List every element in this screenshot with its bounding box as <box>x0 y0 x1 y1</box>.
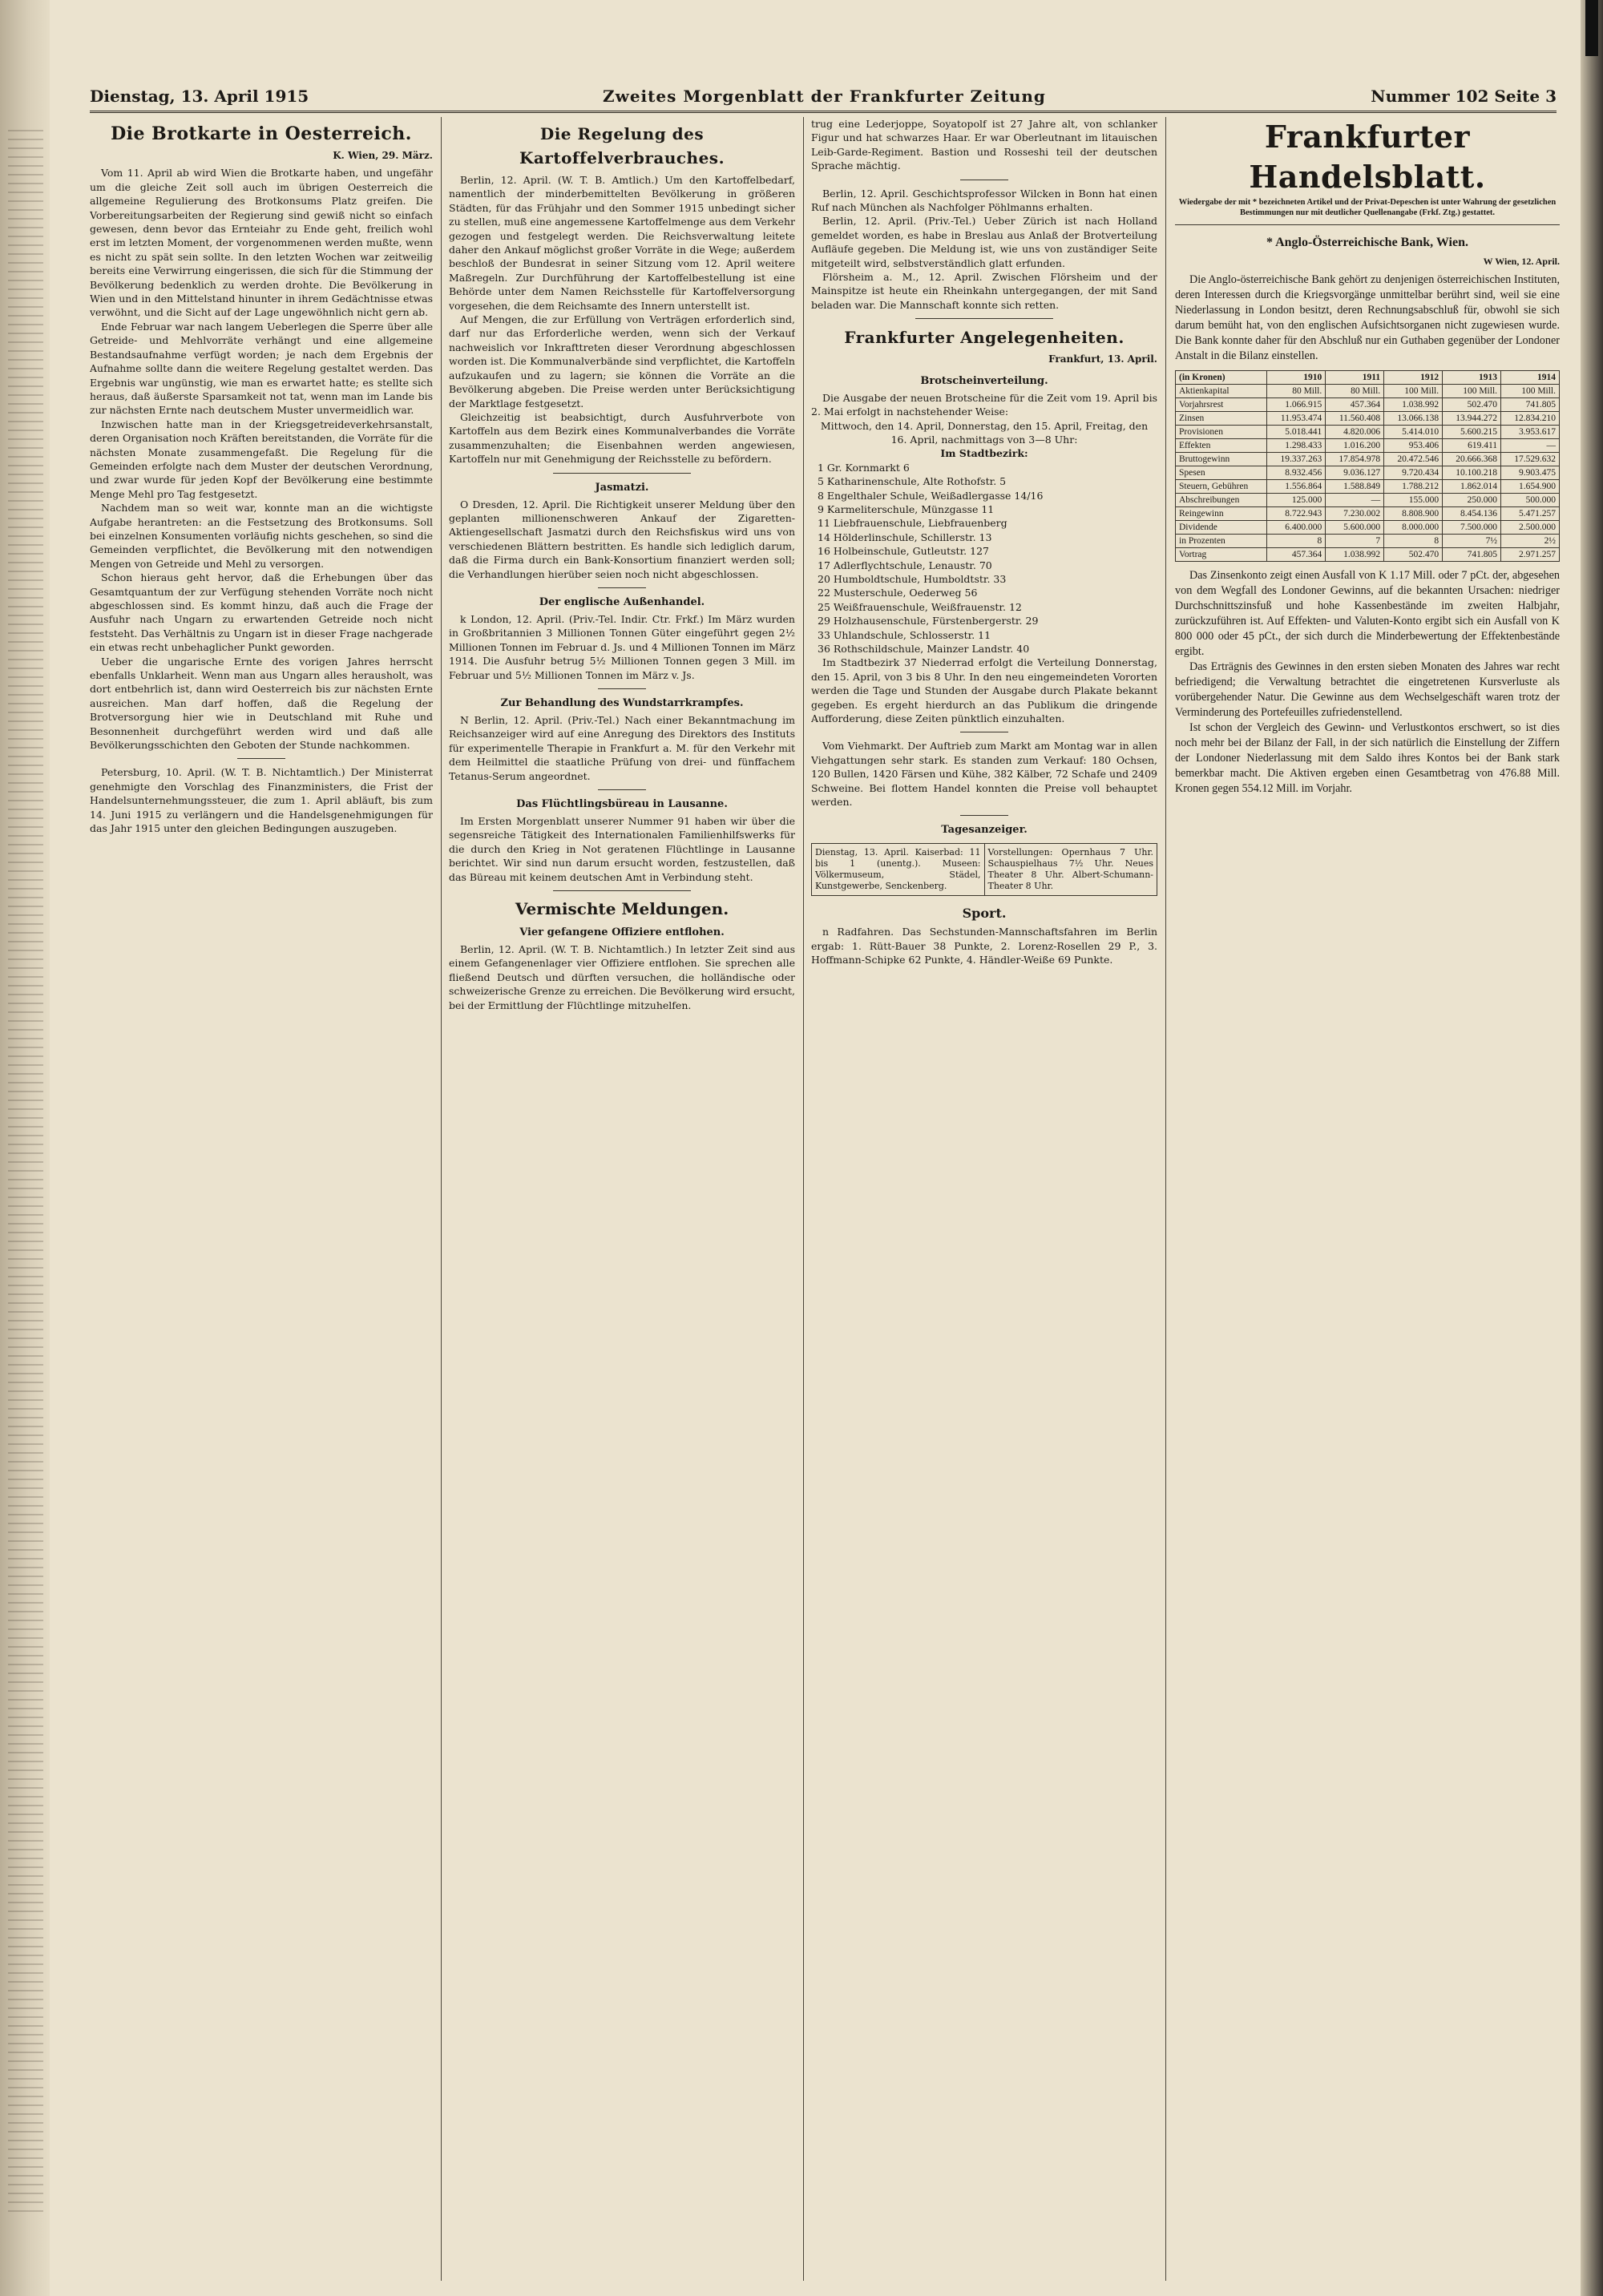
table-row <box>1176 426 1560 439</box>
list-item: 36 Rothschildschule, Mainzer Landstr. 40 <box>818 643 1030 655</box>
table-cell: 19.337.263 <box>1267 453 1326 466</box>
table-row <box>1176 412 1560 426</box>
table-cell: 8 <box>1384 535 1443 548</box>
table-cell: 502.470 <box>1384 548 1443 562</box>
divider <box>598 789 646 790</box>
table-cell: 9.903.475 <box>1501 466 1560 480</box>
list-item: 1 Gr. Kornmarkt 6 <box>818 461 910 474</box>
paragraph: N Berlin, 12. April. (Priv.-Tel.) Nach einer Bekanntmachung im Reichsanzeiger wird auf eine Anregung des Direktors des Instituts für experimentelle Therapie in Frankfurt a. M. für den Verkehr mit dem Heilmittel die staatliche Prüfung von drei- und fünffachem Tetanus-Serum angeordnet. <box>449 714 795 782</box>
dateline: Frankfurt, 13. April. <box>1048 353 1157 365</box>
table-cell: Effekten <box>1176 439 1267 453</box>
table-header-cell: 1911 <box>1326 371 1384 385</box>
table-cell: 5.018.441 <box>1267 426 1326 439</box>
table-cell: 7½ <box>1443 535 1501 548</box>
table-cell: 13.066.138 <box>1384 412 1443 426</box>
paragraph: Berlin, 12. April. Geschichtsprofessor Wilcken in Bonn hat einen Ruf nach München als Nachfolger Pöhlmanns erhalten. <box>811 187 1157 214</box>
table-cell: 125.000 <box>1267 494 1326 507</box>
masthead-title: Zweites Morgenblatt der Frankfurter Zeitung <box>603 87 1046 106</box>
table-cell: Spesen <box>1176 466 1267 480</box>
table-row <box>1176 494 1560 507</box>
section-title-jasmatzi: Jasmatzi. <box>595 481 649 494</box>
table-cell: 12.834.210 <box>1501 412 1560 426</box>
table-cell: 500.000 <box>1501 494 1560 507</box>
table-cell: 1.588.849 <box>1326 480 1384 494</box>
table-header-cell: 1912 <box>1384 371 1443 385</box>
table-cell: 100 Mill. <box>1443 385 1501 398</box>
previous-page-edge <box>0 0 50 2296</box>
paragraph: Das Zinsenkonto zeigt einen Ausfall von K 1.17 Mill. oder 7 pCt. der, abgesehen von dem Wegfall des Londoner Gewinns, auf die bekannten Ursachen: niedriger Durchschnittszinsfuß und hohe Kassenbestände im zweiten Halbjahr, zurückzuführen ist. Auf Effekten- und Valuten-Konto ergibt sich ein Ausfall von K 800 000 oder 45 pCt., der sich durch die Minderbewertung der Effektenbestände ergibt. <box>1175 569 1560 658</box>
list-item: 29 Holzhausenschule, Fürstenbergerstr. 29 <box>818 615 1039 627</box>
table-row <box>1176 548 1560 562</box>
table-cell: Dividende <box>1176 521 1267 535</box>
tagesanzeiger-right: Vorstellungen: Opernhaus 7 Uhr. Schauspielhaus 7½ Uhr. Neues Theater 8 Uhr. Albert-Schumann-Theater 8 Uhr. <box>984 844 1157 895</box>
section-title-tagesanzeiger: Tagesanzeiger. <box>941 824 1028 837</box>
paragraph: trug eine Lederjoppe, Soyatopolf ist 27 Jahre alt, von schlanker Figur und hat schwarzes Haar. Er war Oberleutnant im litauischen Leib-Garde-Regiment. Bastion und Rosseshi teil der deutschen Sprache mächtig. <box>811 118 1157 172</box>
paragraph: Schon hieraus geht hervor, daß die Erhebungen über das Gesamtquantum der zur Verfügung stehenden Vorräte noch nicht abgeschlossen sind. Es kommt hinzu, daß auch die Frage der Ausfuhr nach Ungarn zu erwartenden Getreide noch nicht feststeht. Das Verhältnis zu Ungarn ist in dieser Frage nachgerade ein etwas recht unbehaglicher Punkt geworden. <box>90 571 433 654</box>
section-title-frankfurter-angelegenheiten: Frankfurter Angelegenheiten. <box>844 328 1125 348</box>
paragraph: O Dresden, 12. April. Die Richtigkeit unserer Meldung über den geplanten millionenschweren Ankauf der Zigaretten-Aktiengesellschaft Jasmatzi durch den Reichsfiskus wird uns von verschiedenen Blättern bestritten. Es handle sich lediglich darum, daß die Firma durch ein Bank-Konsortium finanziert werden soll; die Verhandlungen hierüber seien noch nicht abgeschlossen. <box>449 498 795 580</box>
table-row <box>1176 466 1560 480</box>
table-cell: 8 <box>1267 535 1326 548</box>
list-heading: Im Stadtbezirk: <box>940 447 1028 460</box>
table-cell: Zinsen <box>1176 412 1267 426</box>
table-cell: 3.953.617 <box>1501 426 1560 439</box>
table-cell: 17.854.978 <box>1326 453 1384 466</box>
table-cell: Provisionen <box>1176 426 1267 439</box>
list-item: 17 Adlerflychtschule, Lenaustr. 70 <box>818 559 992 571</box>
table-cell: 1.556.864 <box>1267 480 1326 494</box>
table-cell: Abschreibungen <box>1176 494 1267 507</box>
dateline: K. Wien, 29. März. <box>333 150 433 161</box>
table-cell: Reingewinn <box>1176 507 1267 521</box>
article-title-anglo-bank: * Anglo-Österreichische Bank, Wien. <box>1266 236 1468 249</box>
table-row <box>1176 507 1560 521</box>
divider <box>553 473 692 474</box>
table-header-cell: 1913 <box>1443 371 1501 385</box>
table-cell: in Prozenten <box>1176 535 1267 548</box>
table-cell: 9.720.434 <box>1384 466 1443 480</box>
table-cell: Vortrag <box>1176 548 1267 562</box>
section-title-aussenhandel: Der englische Außenhandel. <box>539 595 705 608</box>
table-header-cell: 1914 <box>1501 371 1560 385</box>
table-cell: 8.000.000 <box>1384 521 1443 535</box>
list-item: 8 Engelthaler Schule, Weißadlergasse 14/16 <box>818 489 1044 502</box>
financial-table <box>1175 370 1560 562</box>
table-cell: 1.038.992 <box>1326 548 1384 562</box>
list-item: 33 Uhlandschule, Schlosserstr. 11 <box>818 628 991 641</box>
table-cell: 1.862.014 <box>1443 480 1501 494</box>
paragraph: Berlin, 12. April. (W. T. B. Amtlich.) Um den Kartoffelbedarf, namentlich der minderbemittelten Bevölkerung in größeren Städten, für das Frühjahr und den Sommer 1915 unbedingt sicher zu stellen, muß eine angemessene Kartoffelmenge aus dem Verkehr gezogen und festgelegt werden. Die Reichsverwaltung leitete daher den Ankauf möglichst großer Vorräte in die Wege; außerdem beschloß der Bundesrat in seiner Sitzung vom 12. April weitere Maßregeln. Zur Durchführung der Kartoffelbestellung ist eine Behörde unter dem Namen Reichsstelle für Kartoffelversorgung vorgesehen, die dem Reichsamte des Innern unterstellt ist. <box>449 174 795 312</box>
column-4-handelsblatt <box>1175 117 1560 2281</box>
table-cell: 5.414.010 <box>1384 426 1443 439</box>
table-cell: 1.016.200 <box>1326 439 1384 453</box>
table-cell: 100 Mill. <box>1384 385 1443 398</box>
divider <box>598 688 646 689</box>
table-cell: 457.364 <box>1267 548 1326 562</box>
table-cell: 741.805 <box>1443 548 1501 562</box>
table-cell: Bruttogewinn <box>1176 453 1267 466</box>
handelsblatt-title: Frankfurter Handelsblatt. <box>1249 119 1486 195</box>
table-cell: 2.971.257 <box>1501 548 1560 562</box>
divider <box>915 318 1054 319</box>
table-row <box>1176 385 1560 398</box>
tagesanzeiger-box <box>811 843 1157 896</box>
tagesanzeiger-left: Dienstag, 13. April. Kaiserbad: 11 bis 1 (unentg.). Museen: Völkermuseum, Städel, Kunstgewerbe, Senckenberg. <box>815 847 981 892</box>
section-title-sport: Sport. <box>962 906 1007 922</box>
section-title-brotschein: Brotscheinverteilung. <box>920 374 1048 387</box>
paragraph: Das Erträgnis des Gewinnes in den ersten sieben Monaten des Jahres war recht befriedigend; die Verwaltung betrachtet die eingetretenen Kursverluste als vorübergehender Natur. Die Gewinne aus dem Wechselgeschäft waren trotz der Verminderung des Portefeuilles zufriedenstellend. <box>1175 660 1560 719</box>
table-header-cell: (in Kronen) <box>1176 371 1267 385</box>
table-cell: 7.500.000 <box>1443 521 1501 535</box>
section-title-wundstarrkrampf: Zur Behandlung des Wundstarrkrampfes. <box>500 697 744 709</box>
table-cell: 1.038.992 <box>1384 398 1443 412</box>
list-item: 5 Katharinenschule, Alte Rothofstr. 5 <box>818 475 1007 488</box>
column-1 <box>90 117 433 2281</box>
table-cell: 17.529.632 <box>1501 453 1560 466</box>
paragraph: Ueber die ungarische Ernte des vorigen Jahres herrscht ebenfalls Unklarheit. Wenn man aus Ungarn alles herausholt, was dort entbehrlich ist, dann wird Oesterreich bis zur nächsten Ernte ausreichen. Man darf hoffen, daß die Regelung der Brotversorgung hier wie in Deutschland mit Ruhe und Besonnenheit durchgeführt werden wird und daß alle Bevölkerungsschichten den Geboten der Stunde nachkommen. <box>90 655 433 752</box>
list-item: 22 Musterschule, Oederweg 56 <box>818 587 978 599</box>
table-cell: 457.364 <box>1326 398 1384 412</box>
divider <box>1175 224 1560 225</box>
dateline: W Wien, 12. April. <box>1483 256 1560 267</box>
paragraph: Inzwischen hatte man in der Kriegsgetreideverkehrsanstalt, deren Organisation noch Kräften bereitstanden, die Vorräte für die nächsten Monate zusammengefaßt. Die Regelung für die Gemeinden erfolgte nach dem Muster der deutschen Verordnung, und zwar wurde für jeden Kopf der Bevölkerung eine bestimmte Menge Mehl pro Tag festgesetzt. <box>90 418 433 500</box>
article-title-kartoffel: Die Regelung des Kartoffelverbrauches. <box>519 124 725 167</box>
table-cell: 8.808.900 <box>1384 507 1443 521</box>
article-title-brotkarte: Die Brotkarte in Oesterreich. <box>111 123 412 144</box>
table-cell: 10.100.218 <box>1443 466 1501 480</box>
list-item: 11 Liebfrauenschule, Liebfrauenberg <box>818 517 1007 530</box>
paragraph: Berlin, 12. April. (W. T. B. Nichtamtlich.) In letzter Zeit sind aus einem Gefangenenlager vier Offiziere entflohen. Sie sprechen alle fließend Deutsch und dürften versuchen, die holländische oder schweizerische Grenze zu erreichen. Die Bevölkerung wird ersucht, bei der Ermittlung der Flüchtlinge mitzuhelfen. <box>449 943 795 1011</box>
table-cell: 7.230.002 <box>1326 507 1384 521</box>
table-cell: 8.722.943 <box>1267 507 1326 521</box>
table-cell: Steuern, Gebühren <box>1176 480 1267 494</box>
divider <box>960 815 1008 816</box>
paragraph: k London, 12. April. (Priv.-Tel. Indir. Ctr. Frkf.) Im März wurden in Großbritannien 3 Millionen Tonnen Güter eingeführt gegen 2½ Millionen Tonnen im Februar d. Js. und 4 Millionen Tonnen im März 1914. Die Ausfuhr betrug 5½ Millionen Tonnen gegen 3 Mill. im Februar und 5½ Millionen Tonnen im März v. Js. <box>449 612 795 681</box>
table-row <box>1176 439 1560 453</box>
paragraph: Petersburg, 10. April. (W. T. B. Nichtamtlich.) Der Ministerrat genehmigte den Vorschlag des Finanzministers, die Frist der Handelsunternehmungssteuer, die zum 1. April abläuft, bis zum 14. Juni 1915 zu verlängern und die Handelsgenehmigungen für das Jahr 1915 unter den gleichen Bedingungen auszugeben. <box>90 766 433 835</box>
table-cell: 155.000 <box>1384 494 1443 507</box>
section-title-fluechtlingsbuereau: Das Flüchtlingsbüreau in Lausanne. <box>516 798 728 811</box>
list-item: 9 Karmeliterschule, Münzgasse 11 <box>818 502 995 515</box>
table-cell: 5.600.000 <box>1326 521 1384 535</box>
table-row <box>1176 398 1560 412</box>
table-cell: 2.500.000 <box>1501 521 1560 535</box>
paragraph: n Radfahren. Das Sechstunden-Mannschaftsfahren im Berlin ergab: 1. Rütt-Bauer 38 Punkte, 2. Lorenz-Rosellen 29 P., 3. Hoffmann-Schipke 62 Punkte, 4. Händler-Weiße 69 Punkte. <box>811 926 1157 966</box>
paragraph: Vom Viehmarkt. Der Auftrieb zum Markt am Montag war in allen Viehgattungen sehr stark. Es standen zum Verkauf: 180 Ochsen, 120 Bullen, 1420 Färsen und Kühe, 382 Kälber, 72 Schafe und 2409 Schweine. Bei flottem Handel konnten die Preise voll behauptet werden. <box>811 740 1157 809</box>
paragraph: Im Ersten Morgenblatt unserer Nummer 91 haben wir über die segensreiche Tätigkeit des Internationalen Familienhilfswerks für die durch den Krieg in Not geratenen Flüchtlinge in Lausanne berichtet. Wir sind nun darum ersucht worden, festzustellen, daß das Büreau mit keinem deutschen Amt in Verbindung steht. <box>449 815 795 883</box>
list-item: 20 Humboldtschule, Humboldtstr. 33 <box>818 572 1007 585</box>
table-cell: 1.066.915 <box>1267 398 1326 412</box>
table-cell: 1.298.433 <box>1267 439 1326 453</box>
table-cell: 11.953.474 <box>1267 412 1326 426</box>
table-cell: 8.454.136 <box>1443 507 1501 521</box>
table-row <box>1176 521 1560 535</box>
table-cell: 6.400.000 <box>1267 521 1326 535</box>
paragraph: Die Anglo-österreichische Bank gehört zu denjenigen österreichischen Instituten, deren Interessen durch die Kriegsvorgänge unmittelbar berührt sind, weil sie eine Niederlassung in London besitzt, deren Rechnungsabschluß für, obwohl sie sich darum bemüht hat, von den englischen Aufsichtsorganen nicht zugewiesen wurde. Die Bank konnte daher für den Abschluß nur ein Guthaben gegenüber der Londoner Anstalt in die Bilanz einstellen. <box>1175 273 1560 362</box>
masthead-date: Dienstag, 13. April 1915 <box>90 87 309 106</box>
schedule-dates: Mittwoch, den 14. April, Donnerstag, den 15. April, Freitag, den 16. April, nachmittags von 3—8 Uhr: <box>820 419 1149 446</box>
distribution-list <box>811 461 1157 656</box>
table-cell: 8.932.456 <box>1267 466 1326 480</box>
table-cell: 80 Mill. <box>1326 385 1384 398</box>
paragraph: Ende Februar war nach langem Ueberlegen die Sperre über alle Getreide- und Mehlvorräte verhängt und eine allgemeine Bestandsaufnahme verfügt worden; je nach dem Ergebnis der Aufnahme sollte dann die weitere Regelung gestaltet werden. Das Ergebnis war ungünstig, wie man es erwartet hatte; es stellte sich heraus, daß äußerste Sparsamkeit not tat, wenn man im Lande bis zur nächsten Ernte nach deutschem Muster unvermeidlich war. <box>90 320 433 417</box>
table-row <box>1176 453 1560 466</box>
paragraph: Vom 11. April ab wird Wien die Brotkarte haben, und ungefähr um die gleiche Zeit soll auch im übrigen Oesterreich die allgemeine Regulierung des Brotkonsums Platz greifen. Die Vorbereitungsarbeiten der Regierung sind gewiß nicht so einfach gewesen, denn bevor das Ernteiahr zu Ende geht, freilich wohl erst im letzten Moment, der vorgenommenen werden mußte, wenn es nicht zu spät sein sollte. In den letzten Wochen war zeitweilig bereits eine Verwirrung eingerissen, die sich für die Stimmung der Bevölkerung bedenklich zu werden drohte. Die Bevölkerung in Wien und in den Mittelstand hinunter in ihrem Gedächtnisse etwas verwöhnt, und die Sicht auf der Lage ungewöhnlich nicht gern ab. <box>90 167 433 319</box>
paragraph: Nachdem man so weit war, konnte man an die wichtigste Aufgabe herantreten: an die Festsetzung des Brotkonsums. Soll bei einzelnen Konsumenten vorläufig nichts geschehen, so sind die Gemeinden verpflichtet, die Bevölkerung mit den notwendigen Mengen von Getreide und Mehl zu versorgen. <box>90 502 433 570</box>
table-row <box>1176 480 1560 494</box>
masthead-page-number: Nummer 102 Seite 3 <box>1371 87 1557 106</box>
table-cell: 953.406 <box>1384 439 1443 453</box>
paragraph: Im Stadtbezirk 37 Niederrad erfolgt die Verteilung Donnerstag, den 15. April, von 3 bis 8 Uhr. In den neu eingemeindeten Vororten werden die Tage und Stunden der Ausgabe durch Plakate bekannt gegeben. Es ergeht hierdurch an das Publikum die dringende Aufforderung, diese Zeiten pünktlich einzuhalten. <box>811 656 1157 725</box>
table-cell: 1.788.212 <box>1384 480 1443 494</box>
table-cell: — <box>1501 439 1560 453</box>
column-rule <box>803 117 804 2281</box>
article-body <box>90 166 433 835</box>
table-cell: 4.820.006 <box>1326 426 1384 439</box>
column-3 <box>811 117 1157 2281</box>
table-cell: 741.805 <box>1501 398 1560 412</box>
list-item: 25 Weißfrauenschule, Weißfrauenstr. 12 <box>818 600 1022 613</box>
paragraph: Gleichzeitig ist beabsichtigt, durch Ausfuhrverbote von Kartoffeln aus dem Bezirk eines Kommunalverbandes die Vorräte zusammenzuhalten; die Eisenbahnen werden angewiesen, Kartoffeln nur mit Genehmigung der Reichsstelle zu befördern. <box>449 410 795 466</box>
table-cell: — <box>1326 494 1384 507</box>
divider <box>598 587 646 588</box>
divider <box>553 890 692 891</box>
table-cell: 20.666.368 <box>1443 453 1501 466</box>
table-cell: Vorjahrsrest <box>1176 398 1267 412</box>
paragraph: Die Ausgabe der neuen Brotscheine für die Zeit vom 19. April bis 2. Mai erfolgt in nachstehender Weise: <box>811 391 1157 418</box>
column-rule <box>1165 117 1166 2281</box>
table-cell: 100 Mill. <box>1501 385 1560 398</box>
table-cell: 9.036.127 <box>1326 466 1384 480</box>
section-title-vermischte: Vermischte Meldungen. <box>515 899 729 919</box>
column-rule <box>441 117 442 2281</box>
paragraph: Ist schon der Vergleich des Gewinn- und Verlustkontos erschwert, so ist dies noch mehr bei der Bilanz der Fall, in der sich natürlich die Einstellung der Ziffern der Londoner Niederlassung mit dem Saldo ihres Kontos bei der Bank stark bemerkbar macht. Die Aktiven ergeben einen Gesamtbetrag von 476.88 Mill. Kronen gegen 554.12 Mill. im Vorjahr. <box>1175 721 1560 795</box>
table-row <box>1176 535 1560 548</box>
paragraph: Auf Mengen, die zur Erfüllung von Verträgen erforderlich sind, darf nur das Erforderliche werden, wenn sich der Verkauf nachweislich vor Inkrafttreten dieser Verordnung abgeschlossen worden ist. Die Kommunalverbände sind verpflichtet, die Kartoffeln aufzukaufen und zu lagern; sie können die Vorräte an die Bevölkerung abgeben. Die Preise werden unter Berücksichtigung der Marktlage festgesetzt. <box>449 313 795 410</box>
column-2 <box>449 117 795 2281</box>
table-cell: 2½ <box>1501 535 1560 548</box>
table-cell: 1.654.900 <box>1501 480 1560 494</box>
table-cell: 619.411 <box>1443 439 1501 453</box>
binding-edge <box>1581 0 1603 2296</box>
table-cell: 5.471.257 <box>1501 507 1560 521</box>
list-item: 16 Holbeinschule, Gutleutstr. 127 <box>818 545 989 558</box>
paragraph: Flörsheim a. M., 12. April. Zwischen Flörsheim und der Mainspitze ist heute ein Rheinkahn untergegangen, der mit Sand beladen war. Die Mannschaft konnte sich retten. <box>811 271 1157 311</box>
table-cell: 13.944.272 <box>1443 412 1501 426</box>
table-cell: 11.560.408 <box>1326 412 1384 426</box>
table-cell: 80 Mill. <box>1267 385 1326 398</box>
paragraph: Berlin, 12. April. (Priv.-Tel.) Ueber Zürich ist nach Holland gemeldet worden, es habe in Breslau aus Anlaß der Brotverteilung Aufläufe gegeben. Die Meldung ist, wie uns von zuständiger Seite mitgeteilt wird, selbstverständlich glatt erfunden. <box>811 215 1157 269</box>
table-header-row <box>1176 371 1560 385</box>
table-cell: 7 <box>1326 535 1384 548</box>
table-cell: 502.470 <box>1443 398 1501 412</box>
table-cell: Aktienkapital <box>1176 385 1267 398</box>
handelsblatt-notice: Wiedergabe der mit * bezeichneten Artikel und der Privat-Depeschen ist unter Wahrung der gesetzlichen Bestimmungen nur mit deutlicher Quellenangabe (Frkf. Ztg.) gestattet. <box>1178 198 1557 217</box>
table-cell: 20.472.546 <box>1384 453 1443 466</box>
section-title-offiziere: Vier gefangene Offiziere entflohen. <box>519 926 725 939</box>
masthead <box>90 83 1557 113</box>
divider <box>237 758 285 759</box>
table-cell: 5.600.215 <box>1443 426 1501 439</box>
table-cell: 250.000 <box>1443 494 1501 507</box>
list-item: 14 Hölderlinschule, Schillerstr. 13 <box>818 531 992 543</box>
table-header-cell: 1910 <box>1267 371 1326 385</box>
